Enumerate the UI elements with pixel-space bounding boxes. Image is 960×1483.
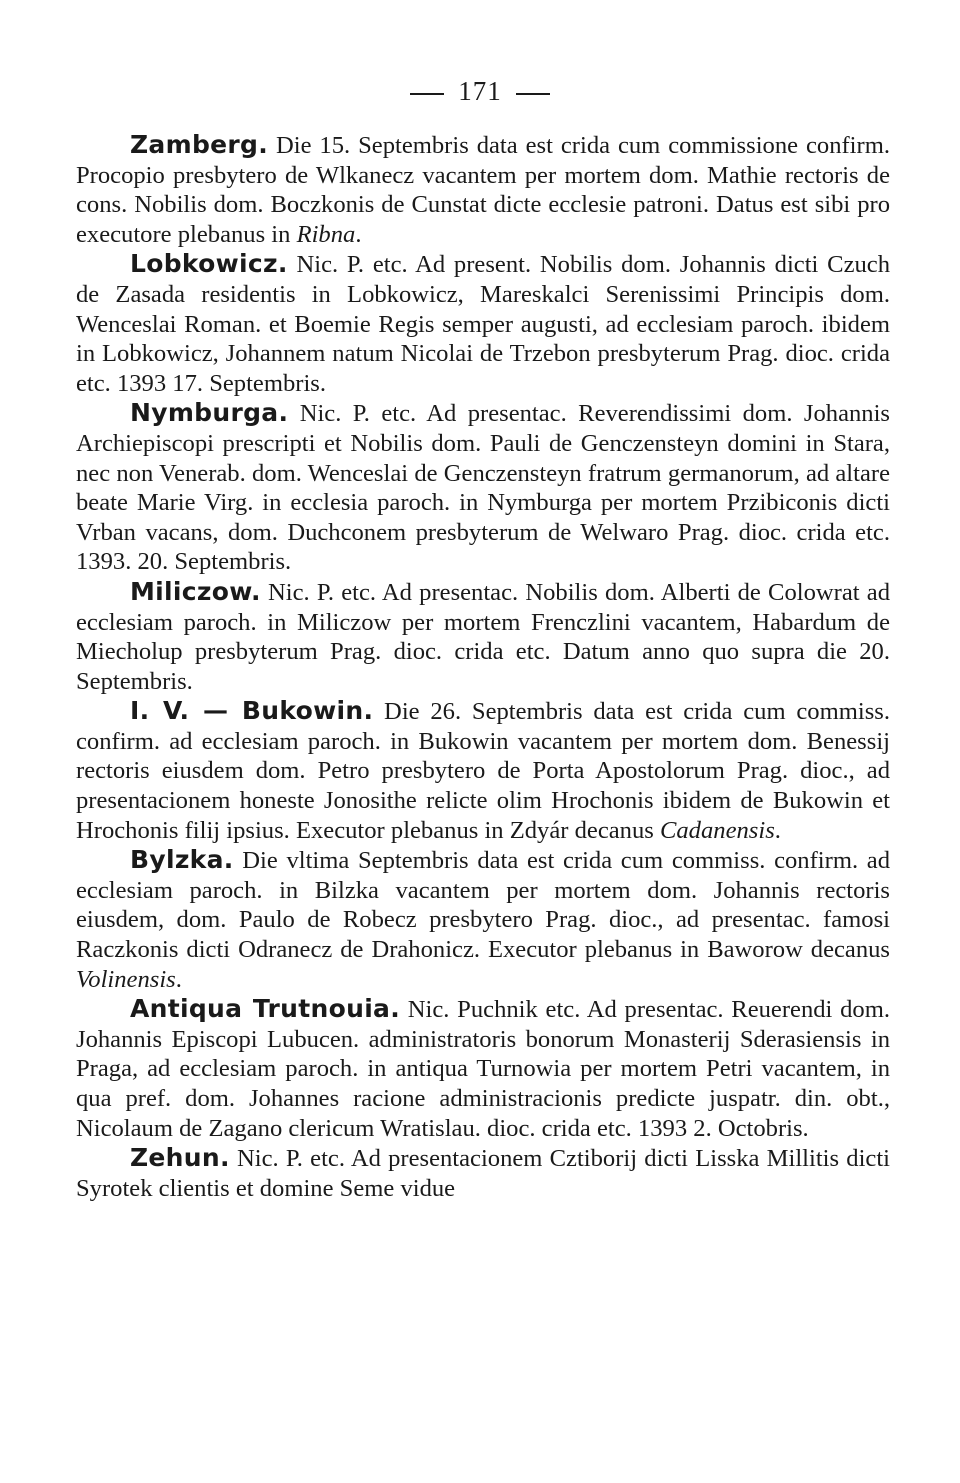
entry-miliczow [76, 577, 890, 696]
entry-heading: Miliczow. [130, 576, 261, 606]
entry-zehun [76, 1143, 890, 1203]
page-number-dash-left [410, 93, 444, 95]
entry-body: Nic. P. etc. Ad presentac. Nobilis dom. Alberti de Colowrat ad ecclesiam paroch. in Miliczow per mortem Frenczlini vacantem, Habardum de Miecholup presbyterum Prag. dioc. crida etc. Datum anno quo supra die 20. Septembris. [76, 578, 890, 695]
entry-heading: Zamberg. [130, 130, 269, 159]
entry-body: Die 26. Septembris data est crida cum commiss. confirm. ad ecclesiam paroch. in Bukowin vacantem per mortem dom. Benessij rectoris eiusdem dom. Petro presbytero de Porta Apostolorum Prag. dioc., ad presentacionem honeste Jonosithe relicte olim Hrochonis ibidem de Bukowin et Hrochonis filij ipsius. Executor plebanus in Zdyár decanus [76, 698, 890, 844]
entry-body: Nic. P. etc. Ad presentac. Reverendissimi dom. Johannis Archiepiscopi prescripti et Nobilis dom. Pauli de Genczensteyn domini in Stara, nec non Venerab. dom. Wenceslai de Genczensteyn fratrum germanorum, ad altare beate Marie Virg. in ecclesia paroch. in Nymburga per mortem Przibiconis dicti Vrban vacans, dom. Duchconem presbyterum de Welwaro Prag. dioc. crida etc. 1393. 20. Septembris. [76, 400, 890, 576]
body-text [76, 130, 890, 1203]
entry-heading: Lobkowicz. [130, 249, 288, 279]
entry-zamberg [76, 130, 890, 249]
entry-italic: Cadanensis [659, 816, 775, 844]
entry-heading: Antiqua Trutnouia. [130, 994, 401, 1024]
entry-italic: Ribna [296, 220, 356, 248]
entry-body: Nic. Puchnik etc. Ad presentac. Reuerendi dom. Johannis Episcopi Lubucen. administratoris bonorum Monasterij Sderasiensis in Praga, ad ecclesiam paroch. in antiqua Turnowia per mortem Petri vacantem, in qua pref. dom. Johannes racione administracionis predicte juspatr. din. obt., Nicolaum de Zagano clericum Wratislau. dioc. crida etc. 1393 2. Octobris. [76, 996, 890, 1142]
page-number: 171 [458, 76, 502, 106]
entry-heading: Zehun. [130, 1143, 230, 1173]
entry-body: Nic. P. etc. Ad presentacionem Cztiborij dicti Lisska Millitis dicti Syrotek clientis et domine Seme vidue [76, 1145, 890, 1202]
entry-body: Nic. P. etc. Ad present. Nobilis dom. Johannis dicti Czuch de Zasada residentis in Lobkowicz, Mareskalci Serenissimi Principis dom. Wenceslai Roman. et Boemie Regis semper augusti, ad ecclesiam paroch. ibidem in Lobkowicz, Johannem natum Nicolai de Trzebon presbyterum Prag. dioc. crida etc. 1393 17. Septembris. [76, 251, 890, 397]
entry-italic: Volinensis [76, 965, 176, 993]
entry-body: Die 15. Septembris data est crida cum commissione confirm. Procopio presbytero de Wlkanecz vacantem per mortem dom. Mathie rectoris de cons. Nobilis dom. Boczkonis de Cunstat dicte ecclesie patroni. Datus est sibi pro executore plebanus in [76, 132, 890, 248]
entry-tail: . [175, 965, 182, 993]
entry-body: Die vltima Septembris data est crida cum commiss. confirm. ad ecclesiam paroch. in Bilzka vacantem per mortem dom. Johannis rectoris eiusdem, dom. Paulo de Robecz presbytero Prag. dioc., ad presentac. famosi Raczkonis dicti Odranecz de Drahonicz. Executor plebanus in Baworow decanus [76, 847, 890, 964]
entry-bukowin [76, 696, 890, 845]
page-number-line [0, 76, 960, 107]
entry-heading: Nymburga. [130, 398, 289, 428]
entry-heading: Bylzka. [130, 845, 234, 875]
entry-bylzka [76, 845, 890, 994]
entry-tail: . [355, 220, 362, 248]
page-number-dash-right [516, 93, 550, 95]
entry-heading: I. V. — Bukowin. [130, 696, 374, 726]
entry-antiqua-trutnouia [76, 994, 890, 1143]
entry-nymburga [76, 398, 890, 577]
entry-tail: . [774, 816, 781, 844]
entry-lobkowicz [76, 249, 890, 398]
